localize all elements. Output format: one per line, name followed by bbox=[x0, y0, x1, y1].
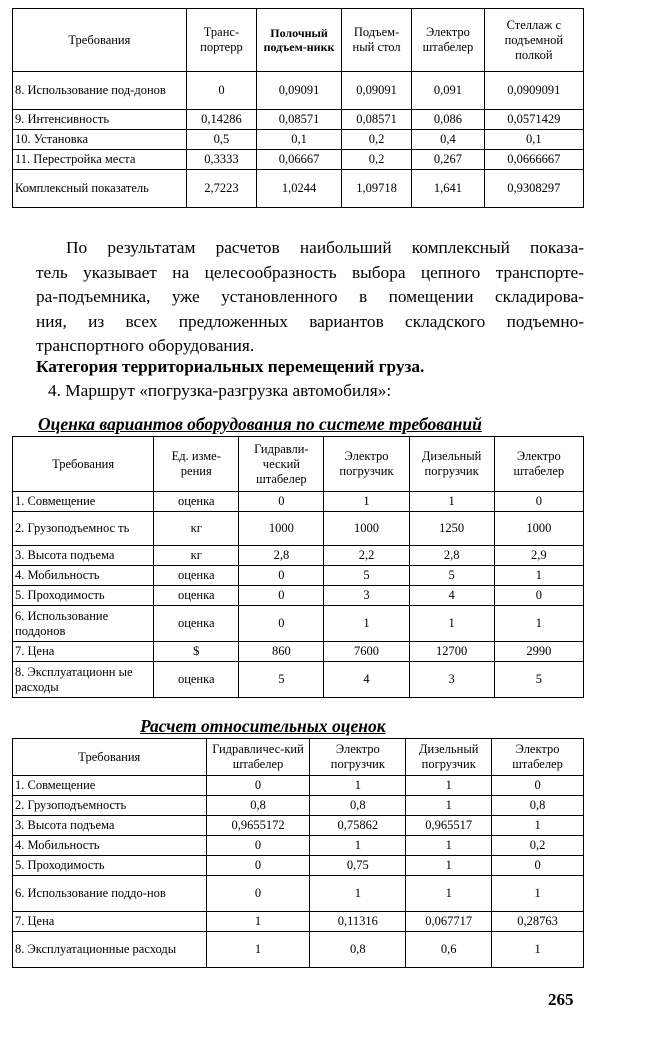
value-cell: 0 bbox=[239, 606, 324, 642]
value-cell: 0,267 bbox=[412, 150, 484, 170]
column-header: Дизельный погрузчик bbox=[409, 437, 494, 492]
value-cell: 1,0244 bbox=[257, 170, 342, 208]
value-cell: кг bbox=[154, 546, 239, 566]
row-label-cell: 11. Перестройка места bbox=[13, 150, 187, 170]
column-header: Гидравли-ческий штабелер bbox=[239, 437, 324, 492]
value-cell: 1 bbox=[206, 932, 310, 968]
value-cell: 0 bbox=[494, 586, 583, 606]
table-row bbox=[13, 606, 584, 642]
table-row bbox=[13, 492, 584, 512]
column-header: Требования bbox=[13, 437, 154, 492]
table-row bbox=[13, 586, 584, 606]
value-cell: 0,28763 bbox=[492, 912, 584, 932]
value-cell: 0 bbox=[494, 492, 583, 512]
value-cell: 1 bbox=[492, 932, 584, 968]
value-cell: 5 bbox=[239, 662, 324, 698]
row-label-cell: 4. Мобильность bbox=[13, 566, 154, 586]
row-label-cell: 3. Высота подъема bbox=[13, 816, 207, 836]
value-cell: 5 bbox=[324, 566, 409, 586]
row-label-cell: 10. Установка bbox=[13, 130, 187, 150]
column-header: Ед. изме-рения bbox=[154, 437, 239, 492]
value-cell: 0,3333 bbox=[186, 150, 256, 170]
value-cell: 1 bbox=[324, 606, 409, 642]
value-cell: 2,7223 bbox=[186, 170, 256, 208]
value-cell: 0,5 bbox=[186, 130, 256, 150]
value-cell: оценка bbox=[154, 492, 239, 512]
value-cell: 1 bbox=[494, 606, 583, 642]
row-label-cell: 8. Использование под-донов bbox=[13, 72, 187, 110]
value-cell: 0,4 bbox=[412, 130, 484, 150]
table-row bbox=[13, 110, 584, 130]
value-cell: 1 bbox=[406, 856, 492, 876]
value-cell: 1 bbox=[409, 492, 494, 512]
table-row bbox=[13, 546, 584, 566]
row-label-cell: 9. Интенсивность bbox=[13, 110, 187, 130]
value-cell: 0,75 bbox=[310, 856, 406, 876]
table-equipment-scores-continued bbox=[12, 8, 584, 208]
paragraph-line: ра-подъемника, уже установленного в помещении складирова- bbox=[36, 287, 584, 307]
value-cell: 1 bbox=[409, 606, 494, 642]
row-label-cell: 7. Цена bbox=[13, 912, 207, 932]
value-cell: 0 bbox=[492, 856, 584, 876]
value-cell: 0,6 bbox=[406, 932, 492, 968]
paragraph-line: тель указывает на целесообразность выбора цепного транспорте- bbox=[36, 262, 584, 282]
row-label-cell: 5. Проходимость bbox=[13, 856, 207, 876]
value-cell: 1 bbox=[206, 912, 310, 932]
value-cell: 0,086 bbox=[412, 110, 484, 130]
column-header: Гидравличес-кий штабелер bbox=[206, 739, 310, 776]
value-cell: 1 bbox=[494, 566, 583, 586]
value-cell: 1 bbox=[406, 836, 492, 856]
value-cell: $ bbox=[154, 642, 239, 662]
value-cell: оценка bbox=[154, 566, 239, 586]
value-cell: 0,06667 bbox=[257, 150, 342, 170]
value-cell: 3 bbox=[409, 662, 494, 698]
column-header: Полочный подъем-никк bbox=[257, 9, 342, 72]
table-row bbox=[13, 856, 584, 876]
value-cell: 0,2 bbox=[341, 130, 411, 150]
row-label-cell: 8. Эксплуатационн ые расходы bbox=[13, 662, 154, 698]
row-label-cell: 2. Грузоподъемнос ть bbox=[13, 512, 154, 546]
table-row bbox=[13, 170, 584, 208]
value-cell: 2,9 bbox=[494, 546, 583, 566]
table-row bbox=[13, 662, 584, 698]
value-cell: 1 bbox=[310, 876, 406, 912]
paragraph-line: транспортного оборудования. bbox=[36, 336, 255, 356]
value-cell: 7600 bbox=[324, 642, 409, 662]
column-header: Дизельный погрузчик bbox=[406, 739, 492, 776]
value-cell: 5 bbox=[409, 566, 494, 586]
value-cell: 0,08571 bbox=[257, 110, 342, 130]
row-label-cell: 6. Использование поддо-нов bbox=[13, 876, 207, 912]
value-cell: 12700 bbox=[409, 642, 494, 662]
table-row bbox=[13, 72, 584, 110]
value-cell: 0 bbox=[239, 586, 324, 606]
value-cell: 1000 bbox=[239, 512, 324, 546]
row-label-cell: 7. Цена bbox=[13, 642, 154, 662]
column-header: Транс-портерр bbox=[186, 9, 256, 72]
table-row bbox=[13, 876, 584, 912]
conclusion-paragraph bbox=[36, 236, 584, 359]
table-header-row bbox=[13, 739, 584, 776]
value-cell: оценка bbox=[154, 662, 239, 698]
paragraph-line: ния, из всех предложенных вариантов складского подъемно- bbox=[36, 311, 584, 331]
value-cell: 2,8 bbox=[409, 546, 494, 566]
table-header-row bbox=[13, 437, 584, 492]
value-cell: 0,9308297 bbox=[484, 170, 583, 208]
value-cell: 1250 bbox=[409, 512, 494, 546]
value-cell: 0,8 bbox=[492, 796, 584, 816]
row-label-cell: 8. Эксплуатационные расходы bbox=[13, 932, 207, 968]
row-label-cell: 1. Совмещение bbox=[13, 776, 207, 796]
value-cell: 0,08571 bbox=[341, 110, 411, 130]
value-cell: 5 bbox=[494, 662, 583, 698]
row-label-cell: 4. Мобильность bbox=[13, 836, 207, 856]
column-header: Требования bbox=[13, 9, 187, 72]
value-cell: 1 bbox=[310, 836, 406, 856]
value-cell: 0 bbox=[206, 776, 310, 796]
row-label-cell: Комплексный показатель bbox=[13, 170, 187, 208]
table-row bbox=[13, 816, 584, 836]
paragraph-line: По результатам расчетов наибольший комплексный показа- bbox=[66, 238, 584, 257]
value-cell: 1 bbox=[492, 816, 584, 836]
value-cell: 1,641 bbox=[412, 170, 484, 208]
value-cell: 1 bbox=[406, 776, 492, 796]
value-cell: 0 bbox=[206, 836, 310, 856]
value-cell: 1 bbox=[310, 776, 406, 796]
value-cell: 0 bbox=[186, 72, 256, 110]
value-cell: 0,75862 bbox=[310, 816, 406, 836]
row-label-cell: 2. Грузоподъемность bbox=[13, 796, 207, 816]
value-cell: 0,965517 bbox=[406, 816, 492, 836]
value-cell: 1 bbox=[406, 796, 492, 816]
row-label-cell: 5. Проходимость bbox=[13, 586, 154, 606]
table-row bbox=[13, 642, 584, 662]
value-cell: 1 bbox=[406, 876, 492, 912]
value-cell: 3 bbox=[324, 586, 409, 606]
table-row bbox=[13, 836, 584, 856]
value-cell: 0 bbox=[239, 492, 324, 512]
value-cell: 1 bbox=[492, 876, 584, 912]
value-cell: 0,1 bbox=[257, 130, 342, 150]
value-cell: 0,9655172 bbox=[206, 816, 310, 836]
value-cell: 0 bbox=[206, 876, 310, 912]
table-row bbox=[13, 130, 584, 150]
table-caption: Оценка вариантов оборудования по системе требований bbox=[38, 414, 482, 434]
table-row bbox=[13, 796, 584, 816]
value-cell: 4 bbox=[409, 586, 494, 606]
value-cell: 0,8 bbox=[206, 796, 310, 816]
column-header: Электро штабелер bbox=[412, 9, 484, 72]
table-equipment-evaluation bbox=[12, 436, 584, 698]
table-row bbox=[13, 512, 584, 546]
route-line: 4. Маршрут «погрузка-разгрузка автомобиля»: bbox=[48, 381, 392, 400]
table-row bbox=[13, 566, 584, 586]
value-cell: 1000 bbox=[324, 512, 409, 546]
value-cell: 1,09718 bbox=[341, 170, 411, 208]
value-cell: 2,8 bbox=[239, 546, 324, 566]
value-cell: 2990 bbox=[494, 642, 583, 662]
table-row bbox=[13, 912, 584, 932]
value-cell: 0,2 bbox=[492, 836, 584, 856]
page-number: 265 bbox=[548, 990, 574, 1009]
value-cell: 0,8 bbox=[310, 932, 406, 968]
value-cell: 0,8 bbox=[310, 796, 406, 816]
value-cell: кг bbox=[154, 512, 239, 546]
value-cell: 0 bbox=[239, 566, 324, 586]
value-cell: 0,11316 bbox=[310, 912, 406, 932]
column-header: Электро погрузчик bbox=[310, 739, 406, 776]
column-header: Электро штабелер bbox=[494, 437, 583, 492]
value-cell: 860 bbox=[239, 642, 324, 662]
table-relative-scores bbox=[12, 738, 584, 968]
value-cell: 0,09091 bbox=[257, 72, 342, 110]
value-cell: 0,2 bbox=[341, 150, 411, 170]
row-label-cell: 6. Использование поддонов bbox=[13, 606, 154, 642]
value-cell: 0,1 bbox=[484, 130, 583, 150]
value-cell: 0 bbox=[492, 776, 584, 796]
section-heading: Категория территориальных перемещений груза. bbox=[36, 357, 425, 376]
value-cell: 0,14286 bbox=[186, 110, 256, 130]
value-cell: 0,067717 bbox=[406, 912, 492, 932]
value-cell: оценка bbox=[154, 606, 239, 642]
table-caption: Расчет относительных оценок bbox=[140, 716, 386, 736]
value-cell: 0,0571429 bbox=[484, 110, 583, 130]
column-header: Электро погрузчик bbox=[324, 437, 409, 492]
value-cell: 0,0666667 bbox=[484, 150, 583, 170]
column-header: Электро штабелер bbox=[492, 739, 584, 776]
value-cell: 4 bbox=[324, 662, 409, 698]
value-cell: 0,09091 bbox=[341, 72, 411, 110]
table-row bbox=[13, 150, 584, 170]
value-cell: 1 bbox=[324, 492, 409, 512]
table-header-row bbox=[13, 9, 584, 72]
row-label-cell: 1. Совмещение bbox=[13, 492, 154, 512]
value-cell: 0 bbox=[206, 856, 310, 876]
value-cell: 0,091 bbox=[412, 72, 484, 110]
value-cell: 1000 bbox=[494, 512, 583, 546]
table-row bbox=[13, 932, 584, 968]
table-row bbox=[13, 776, 584, 796]
column-header: Требования bbox=[13, 739, 207, 776]
column-header: Подъем-ный стол bbox=[341, 9, 411, 72]
value-cell: 2,2 bbox=[324, 546, 409, 566]
column-header: Стеллаж с подъемной полкой bbox=[484, 9, 583, 72]
value-cell: 0,0909091 bbox=[484, 72, 583, 110]
value-cell: оценка bbox=[154, 586, 239, 606]
row-label-cell: 3. Высота подъема bbox=[13, 546, 154, 566]
